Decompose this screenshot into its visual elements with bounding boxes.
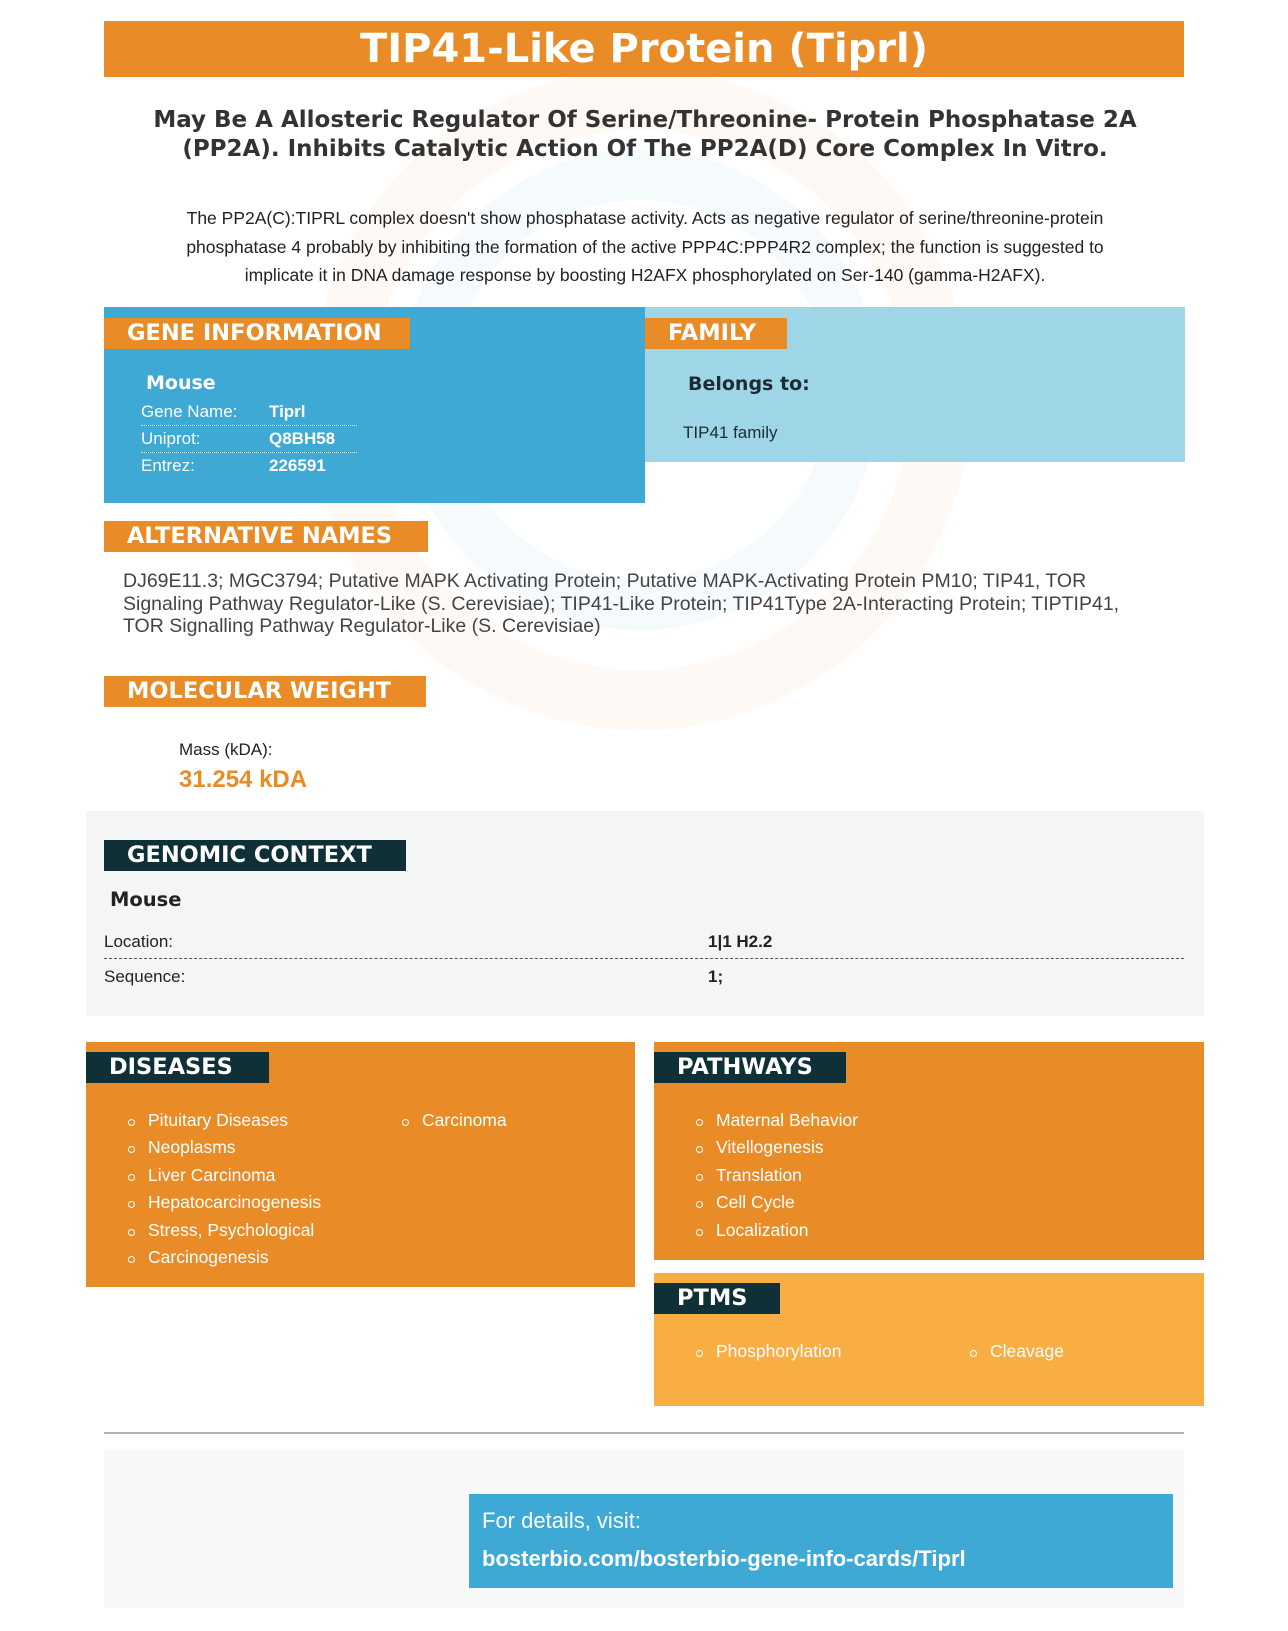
- ptm-item: Phosphorylation: [694, 1338, 842, 1365]
- footer-divider: [104, 1432, 1184, 1434]
- molecular-weight-heading: MOLECULAR WEIGHT: [104, 676, 426, 707]
- subtitle-line: (PP2A). Inhibits Catalytic Action Of The PP2A(D) Core Complex In Vitro.: [182, 136, 1108, 162]
- gene-information-heading: GENE INFORMATION: [104, 318, 410, 349]
- subtitle: [150, 106, 1140, 164]
- uniprot-label: Uniprot:: [141, 429, 201, 448]
- details-link-box[interactable]: [469, 1494, 1173, 1588]
- disease-item: Hepatocarcinogenesis: [126, 1189, 321, 1216]
- diseases-heading: DISEASES: [86, 1052, 269, 1083]
- gene-name-row: [141, 398, 357, 426]
- sequence-value: 1;: [708, 967, 724, 986]
- pathways-list: [694, 1107, 858, 1244]
- disease-item: Stress, Psychological: [126, 1217, 321, 1244]
- alt-names-line: Signaling Pathway Regulator-Like (S. Cerevisiae); TIP41-Like Protein; TIP41Type 2A-Interacting Protein; TIPTIP41,: [123, 592, 1120, 615]
- pathways-heading: PATHWAYS: [654, 1052, 846, 1083]
- pathway-item: Maternal Behavior: [694, 1107, 858, 1134]
- pathway-item: Cell Cycle: [694, 1189, 858, 1216]
- entrez-label: Entrez:: [141, 456, 195, 475]
- disease-item: Pituitary Diseases: [126, 1107, 321, 1134]
- uniprot-value: Q8BH58: [269, 429, 336, 448]
- alternative-names-heading: ALTERNATIVE NAMES: [104, 521, 428, 552]
- disease-item: Carcinoma: [400, 1107, 507, 1134]
- details-label: For details, visit:: [482, 1508, 641, 1533]
- subtitle-line: May Be A Allosteric Regulator Of Serine/Threonine- Protein Phosphatase 2A: [153, 107, 1137, 133]
- mass-label: Mass (kDA):: [179, 740, 273, 759]
- summary-line: phosphatase 4 probably by inhibiting the formation of the active PPP4C:PPP4R2 complex; the function is suggested to: [186, 236, 1104, 257]
- ptms-list-col2: [968, 1338, 1064, 1365]
- disease-item: Carcinogenesis: [126, 1244, 321, 1271]
- pathway-item: Translation: [694, 1162, 858, 1189]
- gene-species: Mouse: [146, 372, 216, 394]
- ptm-item: Cleavage: [968, 1338, 1064, 1365]
- diseases-list-col2: [400, 1107, 507, 1134]
- location-label: Location:: [104, 932, 173, 951]
- diseases-list: [126, 1107, 321, 1271]
- ptms-list: [694, 1338, 842, 1365]
- summary-line: The PP2A(C):TIPRL complex doesn't show phosphatase activity. Acts as negative regulator of serine/threonine-protein: [186, 208, 1104, 228]
- uniprot-row: [141, 425, 357, 453]
- sequence-row: [104, 959, 1184, 993]
- details-url-link[interactable]: bosterbio.com/bosterbio-gene-info-cards/Tiprl: [482, 1546, 966, 1571]
- alt-names-line: DJ69E11.3; MGC3794; Putative MAPK Activating Protein; Putative MAPK-Activating Protein PM10; TIP41, TOR: [123, 570, 1087, 592]
- pathway-item: Localization: [694, 1217, 858, 1244]
- disease-item: Neoplasms: [126, 1134, 321, 1161]
- entrez-row: [141, 452, 357, 479]
- mass-value: 31.254 kDA: [179, 766, 308, 793]
- pathway-item: Vitellogenesis: [694, 1134, 858, 1161]
- ptms-heading: PTMS: [654, 1283, 780, 1314]
- entrez-value: 226591: [269, 456, 326, 475]
- belongs-to-label: Belongs to:: [688, 373, 810, 395]
- summary-line: implicate it in DNA damage response by boosting H2AFX phosphorylated on Ser-140 (gamma-H2AFX).: [244, 265, 1046, 285]
- family-heading: FAMILY: [645, 318, 787, 349]
- gene-name-value: Tiprl: [269, 402, 306, 421]
- sequence-label: Sequence:: [104, 967, 186, 986]
- disease-item: Liver Carcinoma: [126, 1162, 321, 1189]
- genomic-context-heading: GENOMIC CONTEXT: [104, 840, 406, 871]
- family-name: TIP41 family: [683, 423, 778, 442]
- gene-name-label: Gene Name:: [141, 402, 238, 421]
- location-value: 1|1 H2.2: [708, 932, 773, 951]
- alternative-names-text: [123, 570, 1163, 638]
- genomic-species: Mouse: [110, 888, 182, 911]
- location-row: [104, 924, 1184, 959]
- page-title: TIP41-Like Protein (Tiprl): [104, 21, 1184, 77]
- function-summary: [140, 204, 1150, 290]
- alt-names-line: TOR Signalling Pathway Regulator-Like (S. Cerevisiae): [123, 615, 601, 637]
